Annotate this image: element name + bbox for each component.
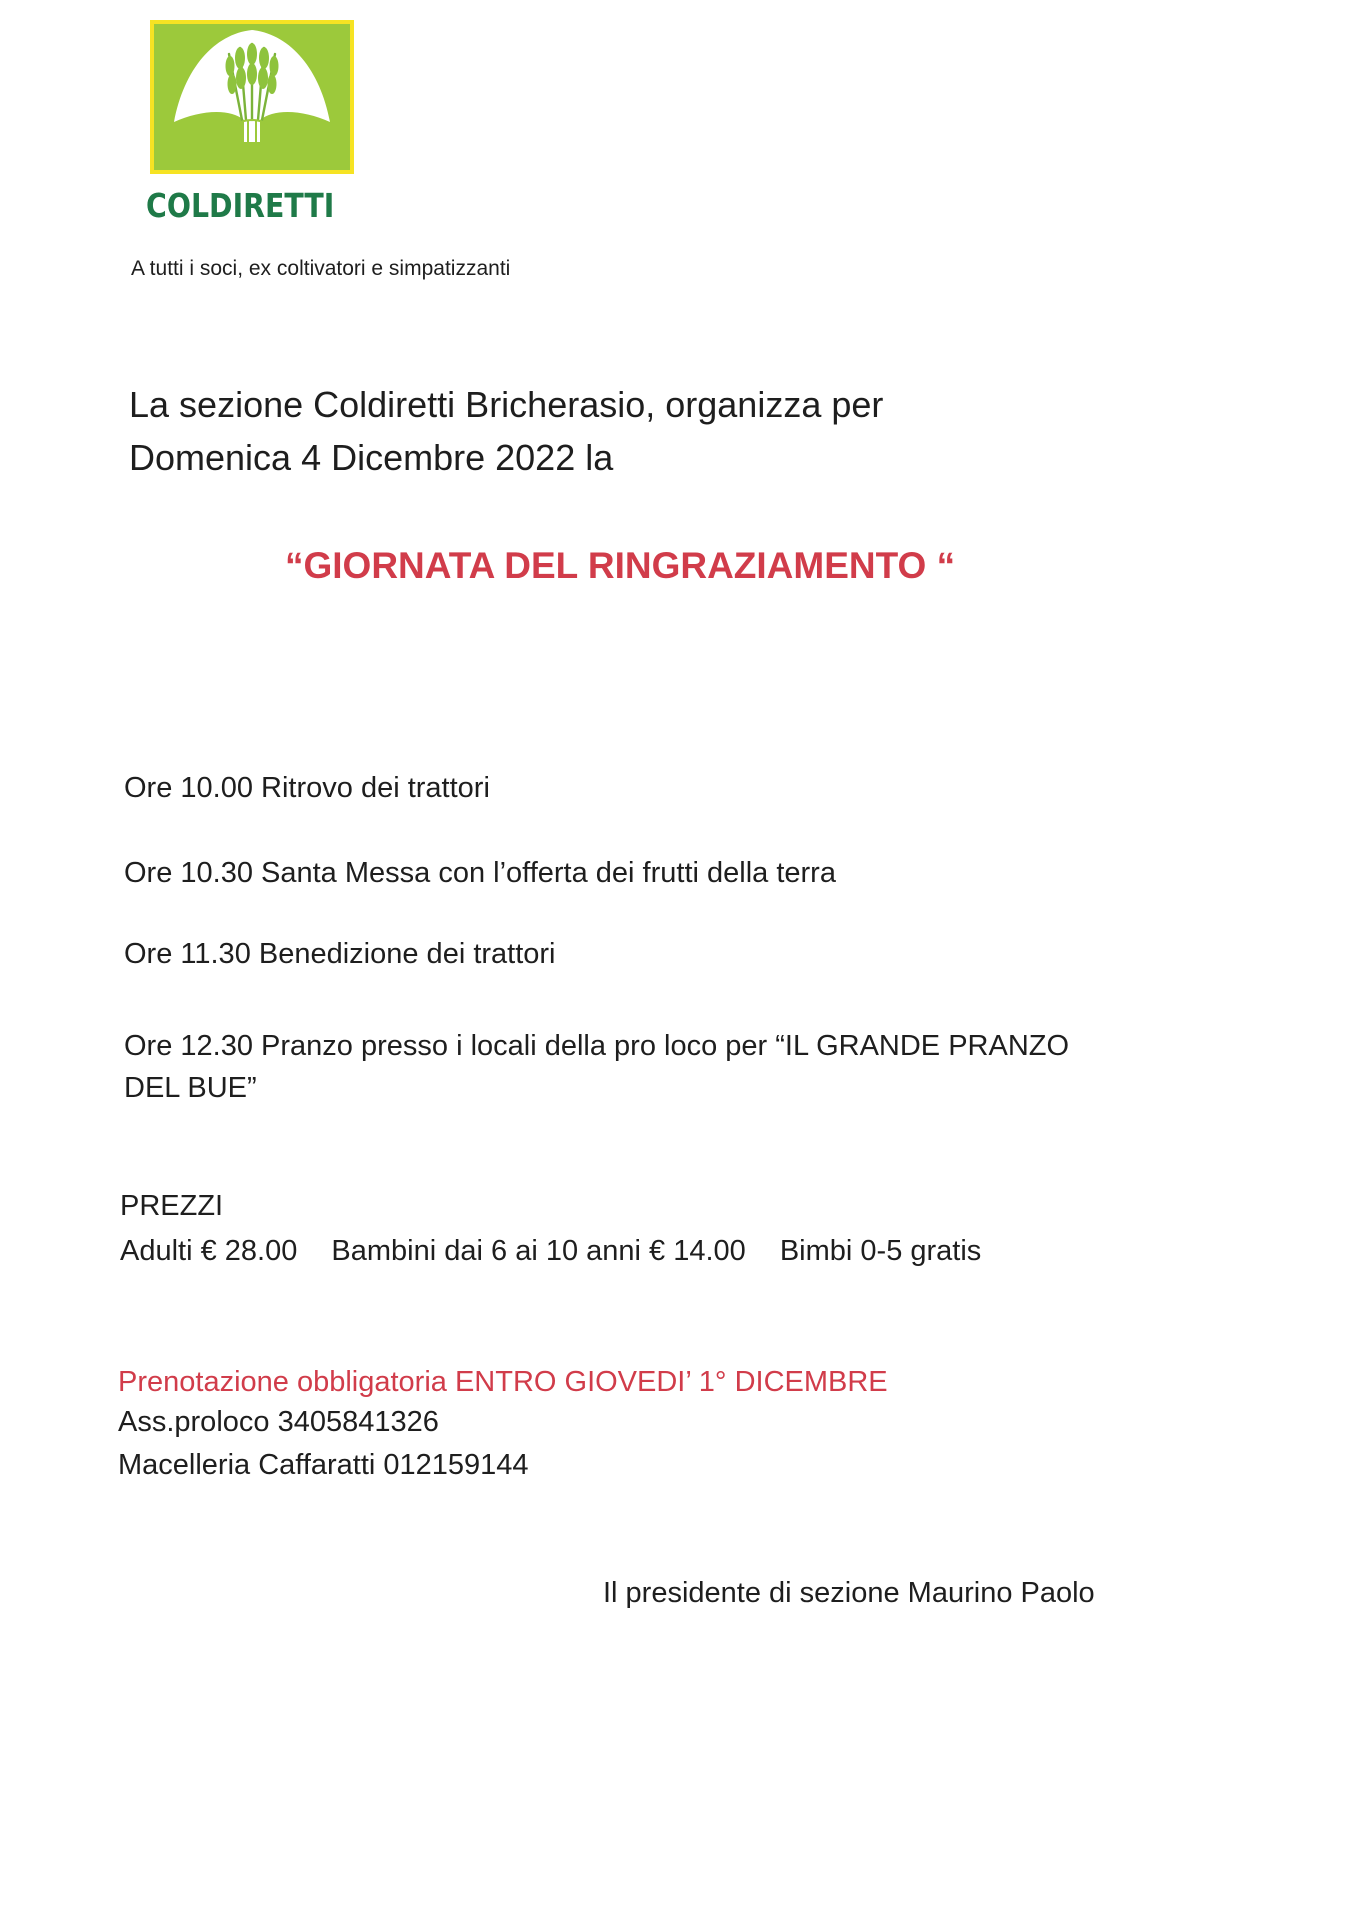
schedule-item: Ore 12.30 Pranzo presso i locali della pro loco per “IL GRANDE PRANZO DEL BUE”	[124, 1030, 1070, 1104]
recipients-line: A tutti i soci, ex coltivatori e simpatizzanti	[131, 257, 511, 280]
price-adults: Adulti € 28.00	[120, 1235, 298, 1267]
signature: Il presidente di sezione Maurino Paolo	[603, 1577, 1095, 1609]
coldiretti-logo	[150, 20, 354, 174]
event-title: “GIORNATA DEL RINGRAZIAMENTO “	[285, 545, 956, 586]
price-infants: Bimbi 0-5 gratis	[779, 1235, 982, 1267]
prices-heading: PREZZI	[120, 1190, 224, 1222]
booking-notice: Prenotazione obbligatoria ENTRO GIOVEDI’ 1° DICEMBRE	[118, 1366, 888, 1398]
schedule-item: Ore 11.30 Benedizione dei trattori	[124, 938, 556, 970]
price-children: Bambini dai 6 ai 10 anni € 14.00	[331, 1235, 746, 1267]
intro-line-1: La sezione Coldiretti Bricherasio, organizza per	[129, 384, 884, 425]
schedule-item: Ore 10.00 Ritrovo dei trattori	[124, 772, 490, 804]
intro-line-2: Domenica 4 Dicembre 2022 la	[129, 437, 614, 478]
schedule-item: Ore 10.30 Santa Messa con l’offerta dei frutti della terra	[124, 857, 836, 889]
brand-name: COLDIRETTI	[146, 186, 335, 225]
intro-paragraph	[129, 378, 1029, 484]
coldiretti-wheat-logo-icon	[154, 24, 350, 170]
contact-butcher: Macelleria Caffaratti 012159144	[118, 1449, 529, 1481]
prices-line	[120, 1235, 1007, 1268]
contact-proloco: Ass.proloco 3405841326	[118, 1406, 439, 1438]
